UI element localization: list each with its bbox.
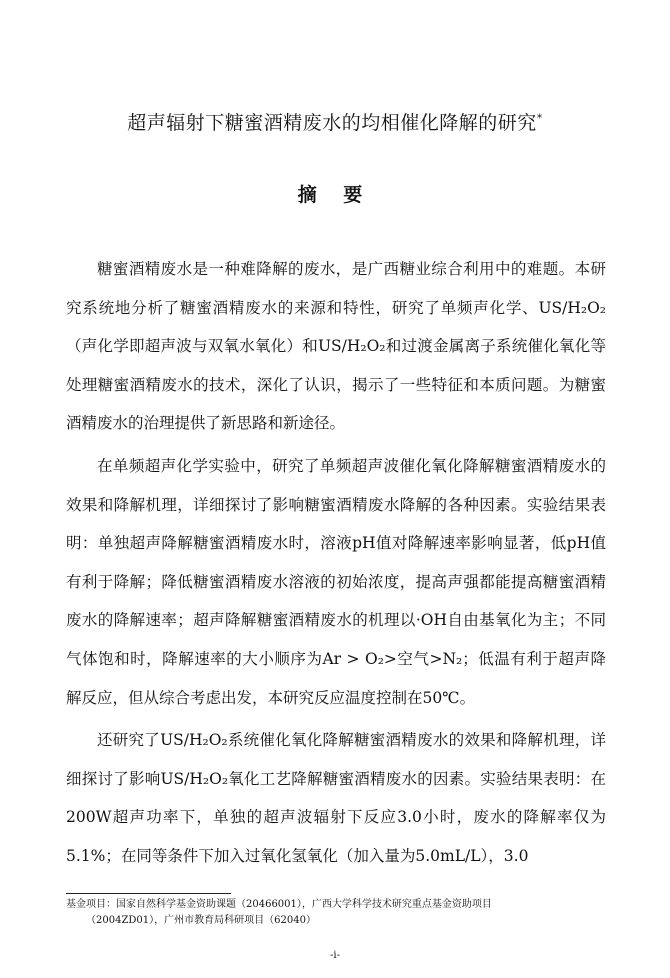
abstract-paragraph-1: 糖蜜酒精废水是一种难降解的废水，是广西糖业综合利用中的难题。本研究系统地分析了糖蜜酒精废水的来源和特性，研究了单频声化学、US/H₂O₂（声化学即超声波与双氧水氧化）和US/H₂O₂和过渡金属离子系统催化氧化等处理糖蜜酒精废水的技术，深化了认识，揭示了一些特征和本质问题。为糖蜜酒精废水的治理提供了新思路和新途径。 (66, 260, 606, 433)
abstract-paragraph-2: 在单频超声化学实验中，研究了单频超声波催化氧化降解糖蜜酒精废水的效果和降解机理，详细探讨了影响糖蜜酒精废水降解的各种因素。实验结果表明：单独超声降解糖蜜酒精废水时，溶液pH值对降解速率影响显著，低pH值有利于降解；降低糖蜜酒精废水溶液的初始浓度，提高声强都能提高糖蜜酒精废水的降解速率；超声降解糖蜜酒精废水的机理以·OH自由基氧化为主；不同气体饱和时，降解速率的大小顺序为Ar > O₂>空气>N₂；低温有利于超声降解反应，但从综合考虑出发，本研究反应温度控制在50℃。 (66, 456, 606, 707)
abstract-body (66, 250, 606, 876)
footnote-line-2: （2004ZD01），广州市教育局科研项目（62040） (86, 915, 316, 926)
abstract-heading: 摘 要 (297, 184, 373, 206)
footnote-line-1: 基金项目：国家自然科学基金资助课题（20466001），广西大学科学技术研究重点基金资助项目 (66, 899, 492, 910)
footnote (66, 897, 611, 929)
footnote-divider (66, 893, 231, 894)
title-text: 超声辐射下糖蜜酒精废水的均相催化降解的研究 (127, 112, 537, 134)
title-footnote-mark: * (536, 111, 543, 125)
abstract-paragraph-3: 还研究了US/H₂O₂系统催化氧化降解糖蜜酒精废水的效果和降解机理，详细探讨了影响US/H₂O₂氧化工艺降解糖蜜酒精废水的因素。实验结果表明：在200W超声功率下，单独的超声波辐射下反应3.0小时，废水的降解率仅为5.1%；在同等条件下加入过氧化氢氧化（加入量为5.0mL/L），3.0 (66, 731, 606, 865)
page-number: -i- (330, 950, 340, 961)
paper-title (0, 108, 670, 135)
